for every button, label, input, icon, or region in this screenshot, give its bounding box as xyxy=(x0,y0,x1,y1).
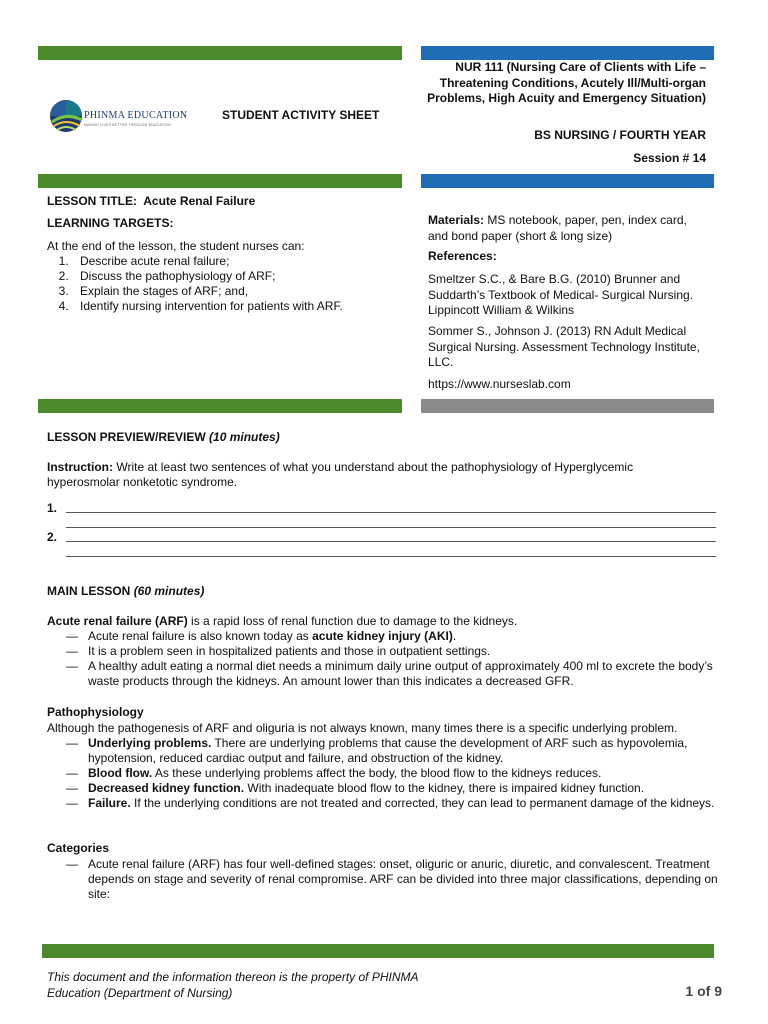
bullet-text: There are underlying problems that cause the development of ARF such as hypovolemia, hypotension, reduced cardiac output and failure, and obstruction of the kidney. xyxy=(88,736,688,765)
sheet-title: STUDENT ACTIVITY SHEET xyxy=(222,108,380,122)
footer-bar xyxy=(42,944,714,958)
bullet-text-end: . xyxy=(452,629,457,643)
target-item: 1. Describe acute renal failure; xyxy=(72,254,432,269)
instruction-text: Write at least two sentences of what you understand about the pathophysiology of Hyperglycemic hyperosmolar nonketotic syndrome. xyxy=(47,460,634,489)
aki-term: acute kidney injury (AKI) xyxy=(312,629,453,643)
list-item xyxy=(66,766,734,781)
preview-duration: (10 minutes) xyxy=(209,430,280,444)
answer-number-1: 1. xyxy=(47,501,58,515)
target-item: 4. Identify nursing intervention for patients with ARF. xyxy=(72,299,432,314)
page-number: 1 of 9 xyxy=(685,983,722,999)
top-right-bar xyxy=(421,46,714,60)
session-number: Session # 14 xyxy=(633,151,706,165)
program-year: BS NURSING / FOURTH YEAR xyxy=(534,128,706,142)
patho-heading: Pathophysiology xyxy=(47,705,144,719)
answer-line-1a[interactable] xyxy=(66,512,716,513)
materials xyxy=(428,212,708,244)
list-item: — A healthy adult eating a normal diet needs a minimum daily urine output of approximately 400 ml to excrete the body’s waste products through the kidneys. An amount lower than this indicates a decreased GFR. xyxy=(66,659,734,689)
bullet-term: Failure. xyxy=(88,796,131,810)
patho-bullets xyxy=(44,736,734,811)
top-left-bar xyxy=(38,46,402,60)
answer-line-1b[interactable] xyxy=(66,527,716,528)
lesson-title-label: LESSON TITLE: xyxy=(47,194,137,208)
reference-3[interactable]: https://www.nurseslab.com xyxy=(428,377,571,391)
lower-right-bar xyxy=(421,399,714,413)
list-item xyxy=(66,629,734,644)
reference-2: Sommer S., Johnson J. (2013) RN Adult Medical Surgical Nursing. Assessment Technology Institute, LLC. xyxy=(428,324,700,369)
phinma-logo xyxy=(46,86,206,146)
references-label: References: xyxy=(428,249,497,263)
list-item xyxy=(66,736,734,766)
mid-left-bar xyxy=(38,174,402,188)
arf-bullets xyxy=(44,629,734,689)
list-item xyxy=(66,781,734,796)
main-heading-text: MAIN LESSON xyxy=(47,584,131,598)
target-item: 3. Explain the stages of ARF; and, xyxy=(72,284,432,299)
arf-definition xyxy=(47,614,712,628)
preview-heading xyxy=(47,430,280,444)
lesson-title-value: Acute Renal Failure xyxy=(143,194,256,208)
lesson-title xyxy=(47,194,255,208)
categories-heading: Categories xyxy=(47,841,110,855)
arf-definition-text: is a rapid loss of renal function due to damage to the kidneys. xyxy=(187,614,518,628)
main-heading xyxy=(47,584,204,598)
bullet-text: As these underlying problems affect the body, the blood flow to the kidneys reduces. xyxy=(152,766,602,780)
instruction-label: Instruction: xyxy=(47,460,113,474)
main-duration: (60 minutes) xyxy=(133,584,205,598)
bullet-term: Decreased kidney function. xyxy=(88,781,245,795)
mid-right-bar xyxy=(421,174,714,188)
footer-note: This document and the information thereon is the property of PHINMA Education (Department of Nursing) xyxy=(47,970,419,1000)
targets-intro: At the end of the lesson, the student nurses can: xyxy=(47,239,305,253)
answer-line-2a[interactable] xyxy=(66,541,716,542)
reference-1: Smeltzer S.C., & Bare B.G. (2010) Brunner and Suddarth’s Textbook of Medical- Surgical Nursing. Lippincott William & Wilkins xyxy=(428,272,694,317)
materials-label: Materials: xyxy=(428,213,485,227)
bullet-text: Acute renal failure is also known today as xyxy=(88,629,313,643)
categories-bullets xyxy=(44,857,734,902)
lower-left-bar xyxy=(38,399,402,413)
preview-heading-text: LESSON PREVIEW/REVIEW xyxy=(47,430,206,444)
bullet-term: Blood flow. xyxy=(88,766,153,780)
answer-number-2: 2. xyxy=(47,530,58,544)
list-item: — It is a problem seen in hospitalized patients and those in outpatient settings. xyxy=(66,644,734,659)
learning-targets-label: LEARNING TARGETS: xyxy=(47,216,174,230)
learning-targets-list xyxy=(24,254,432,314)
answer-line-2b[interactable] xyxy=(66,556,716,557)
patho-intro: Although the pathogenesis of ARF and oliguria is not always known, many times there is a specific underlying problem. xyxy=(47,721,678,735)
bullet-term: Underlying problems. xyxy=(88,736,212,750)
logo-emblem-icon xyxy=(48,86,84,146)
logo-tagline: MAKING LIVES BETTER THROUGH EDUCATION xyxy=(84,123,171,127)
bullet-text: If the underlying conditions are not treated and corrected, they can lead to permanent damage of the kidneys. xyxy=(130,796,715,810)
arf-term: Acute renal failure (ARF) xyxy=(47,614,188,628)
preview-instruction xyxy=(47,460,707,490)
list-item xyxy=(66,796,734,811)
bullet-text: With inadequate blood flow to the kidney, there is impaired kidney function. xyxy=(244,781,645,795)
materials-text: MS notebook, paper, pen, index card, and bond paper (short & long size) xyxy=(428,213,687,243)
logo-name: PHINMA EDUCATION xyxy=(84,110,188,121)
list-item: — Acute renal failure (ARF) has four well-defined stages: onset, oliguric or anuric, diuretic, and convalescent. Treatment depends on stage and severity of renal compromise. ARF can be divided into three major classifications, depending on site: xyxy=(66,857,734,902)
target-item: 2. Discuss the pathophysiology of ARF; xyxy=(72,269,432,284)
course-title: NUR 111 (Nursing Care of Clients with Life – Threatening Conditions, Acutely Ill/Multi-organ Problems, High Acuity and Emergency Situation) xyxy=(427,60,706,105)
